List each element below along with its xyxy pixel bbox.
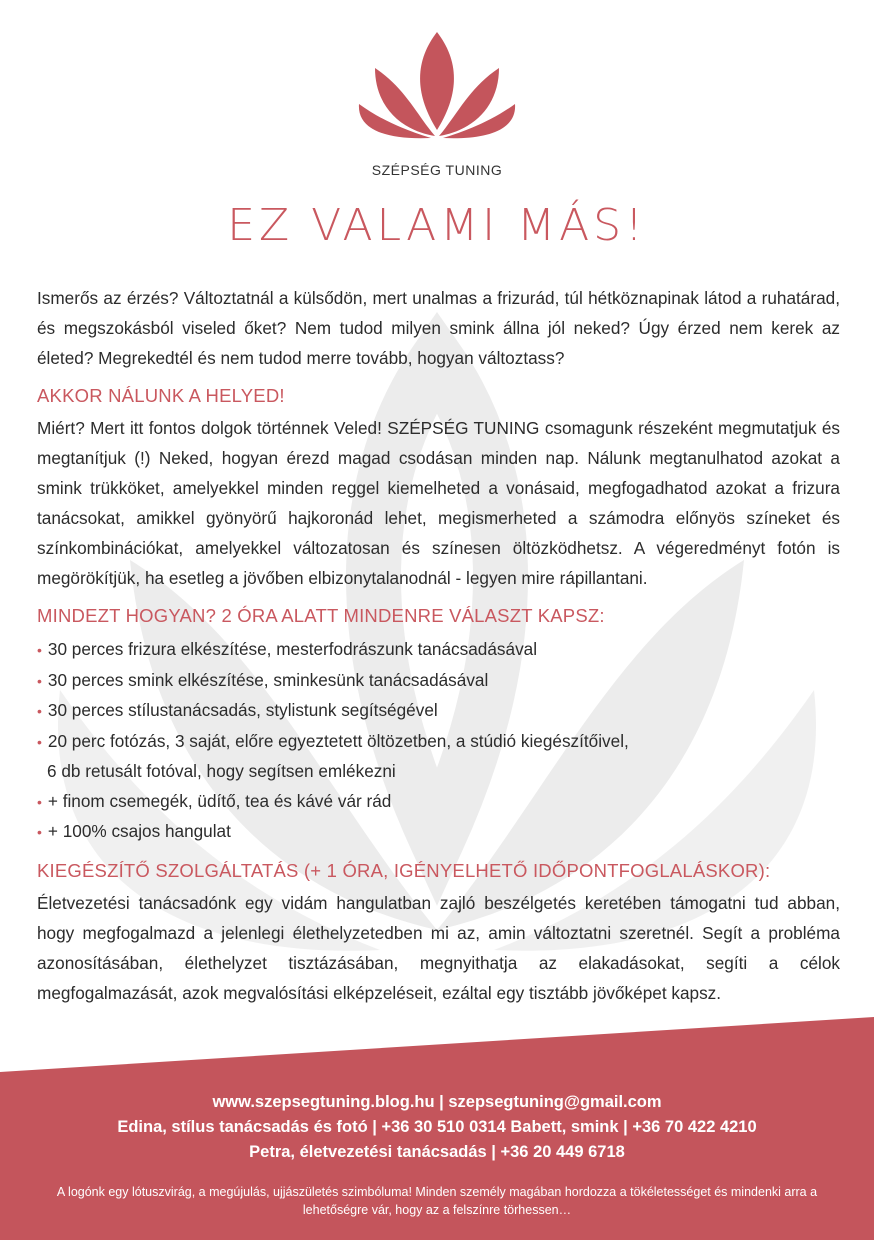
bullet-icon: • xyxy=(37,733,42,750)
brand-name: SZÉPSÉG TUNING xyxy=(371,162,503,178)
bullet-icon: • xyxy=(37,642,42,658)
footer-contact-web: www.szepsegtuning.blog.hu | szepsegtuning@gmail.com xyxy=(212,1093,662,1111)
page-title: EZ VALAMI MÁS! xyxy=(227,200,647,251)
section-1-paragraph: Miért? Mert itt fontos dolgok történnek Veled! SZÉPSÉG TUNING csomagunk részeként megmutatjuk és megtanítjuk (!) Neked, hogyan érezd magad csodásan minden nap. Nálunk megtanulhatod azokat a smink trükköket, amelyekkel minden reggel kiemelheted a vonásaid, megfogadhatod azokat a frizura tanácsokat, amikkel gyönyörű hajkoronád lehet, megismerheted a számodra előnyös színeket és színkombinációkat, amelyekkel változatosan és színesen öltözködhetsz. A végeredményt fotón is megörökítjük, ha esetleg a jövőben elbizonytalanodnál - legyen mire rápillantani. xyxy=(37,418,840,588)
main-content xyxy=(37,283,840,1008)
section-heading-1: AKKOR NÁLUNK A HELYED! xyxy=(37,385,285,406)
bullet-icon: • xyxy=(37,703,42,719)
list-item: • 30 perces smink elkészítése, sminkesünk tanácsadásával xyxy=(37,669,489,690)
list-item-continuation: 6 db retusált fotóval, hogy segítsen emlékezni xyxy=(47,761,396,781)
section-heading-3: KIEGÉSZÍTŐ SZOLGÁLTATÁS (+ 1 ÓRA, IGÉNYELHETŐ IDŐPONTFOGLALÁSKOR): xyxy=(37,859,771,881)
footer-contact-phones: Edina, stílus tanácsadás és fotó | +36 30 510 0314 Babett, smink | +36 70 422 4210 xyxy=(117,1118,757,1136)
bullet-icon: • xyxy=(37,824,42,840)
intro-paragraph: Ismerős az érzés? Változtatnál a külsődön, mert unalmas a frizurád, túl hétköznapinak látod a ruhatárad, és megszokásból viseled őket? Nem tudod milyen smink állna jól neked? Úgy érzed nem kerek az életed? Megrekedtél és nem tudod merre tovább, hogyan változtass? xyxy=(37,288,840,368)
list-item: • 30 perces frizura elkészítése, mesterfodrászunk tanácsadásával xyxy=(37,639,538,659)
footer-tagline: A logónk egy lótuszvirág, a megújulás, ujjászületés szimbóluma! Minden személy magában hordozza a tökéletességet és mindenki arra a lehetőségre vár, hogy az a felszínre törhessen… xyxy=(56,1185,818,1217)
list-item: • + finom csemegék, üdítő, tea és kávé vár rád xyxy=(37,790,392,811)
section-heading-2: MINDEZT HOGYAN? 2 ÓRA ALATT MINDENRE VÁLASZT KAPSZ: xyxy=(37,605,605,626)
bullet-icon: • xyxy=(37,793,42,810)
lotus-icon xyxy=(357,30,517,145)
bullet-icon: • xyxy=(37,672,42,689)
list-item: • 20 perc fotózás, 3 saját, előre egyeztetett öltözetben, a stúdió kiegészítőivel, 6 db retusált fotóval, hogy segítsen emlékezni xyxy=(37,727,840,787)
list-item: • 30 perces stílustanácsadás, stylistunk segítségével xyxy=(37,700,438,720)
footer-contact-petra: Petra, életvezetési tanácsadás | +36 20 449 6718 xyxy=(249,1143,625,1161)
service-list xyxy=(37,635,840,848)
list-item: • + 100% csajos hangulat xyxy=(37,821,231,841)
footer xyxy=(0,1090,874,1219)
section-3-paragraph: Életvezetési tanácsadónk egy vidám hangulatban zajló beszélgetés keretében támogatni tud abban, hogy megfogalmazd a jelenlegi élethelyzetedben mi az, amin változtatni szeretnél. Segít a probléma azonosításában, élethelyzet tisztázásában, megnyithatja az elakadásokat, segíti a célok megfogalmazását, azok megvalósítási elképzeléseit, ezáltal egy tisztább jövőképet kapsz. xyxy=(37,892,840,1003)
